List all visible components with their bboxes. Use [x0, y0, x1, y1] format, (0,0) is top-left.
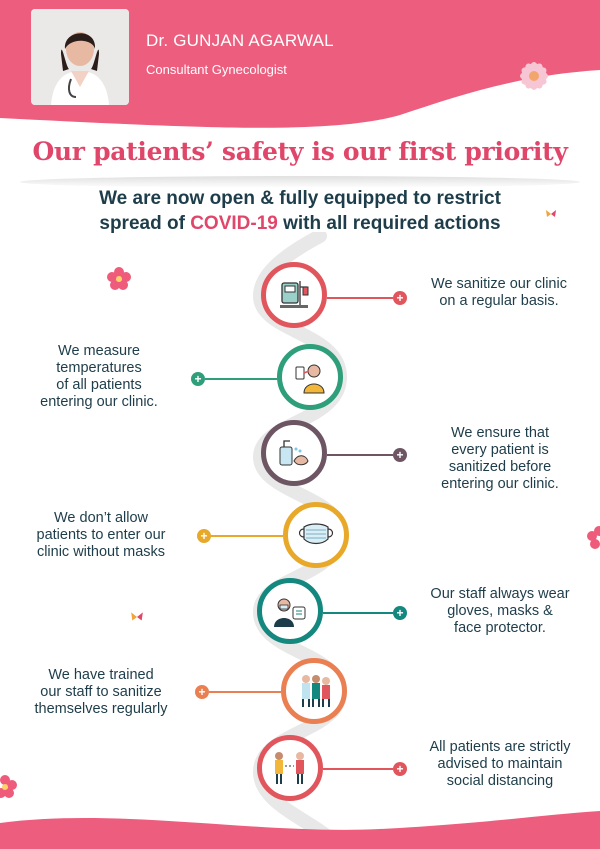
connector-line [327, 454, 393, 456]
doctor-name: Dr. GUNJAN AGARWAL [146, 31, 334, 50]
plus-icon: + [191, 372, 205, 386]
subheading-line1: We are now open & fully equipped to restrict [99, 188, 501, 209]
flower-icon [508, 50, 560, 102]
subheading-line2-suffix: with all required actions [277, 213, 501, 234]
connector-line [205, 378, 277, 380]
plus-icon: + [393, 448, 407, 462]
connector-line [209, 691, 281, 693]
butterfly-icon [130, 610, 144, 624]
plus-icon: + [197, 529, 211, 543]
clinic-equipment-icon [261, 262, 327, 328]
staff-protection-icon [257, 578, 323, 644]
plus-icon: + [393, 762, 407, 776]
butterfly-icon [545, 208, 557, 220]
item-5-text: Our staff always wear gloves, masks & face protector. [430, 586, 570, 636]
item-6-text: We have trained our staff to sanitize themselves regularly [34, 667, 168, 717]
thermometer-patient-icon [277, 344, 343, 410]
trained-staff-icon [281, 658, 347, 724]
doctor-title: Consultant Gynecologist [146, 62, 287, 77]
subheading-line2-prefix: spread of [99, 213, 191, 234]
item-2-text: We measure temperatures of all patients entering our clinic. [40, 343, 158, 410]
connector-line [323, 768, 393, 770]
hand-sanitizer-icon [261, 420, 327, 486]
doctor-portrait-icon [31, 9, 129, 105]
item-7-text: All patients are strictly advised to maintain social distancing [429, 739, 571, 789]
page-headline: Our patients’ safety is our first priority [32, 137, 568, 166]
item-3-text: We ensure that every patient is sanitized before entering our clinic. [441, 425, 559, 492]
item-1-text: We sanitize our clinic on a regular basis. [431, 276, 567, 309]
flower-icon [0, 773, 18, 801]
plus-icon: + [195, 685, 209, 699]
item-4-text: We don’t allow patients to enter our clinic without masks [36, 510, 166, 560]
face-mask-icon [283, 502, 349, 568]
flower-icon [106, 266, 132, 292]
footer-wave [0, 805, 600, 849]
flower-icon [586, 525, 600, 551]
subheading [60, 186, 540, 236]
connector-line [327, 297, 393, 299]
connector-line [323, 612, 393, 614]
social-distancing-icon [257, 735, 323, 801]
plus-icon: + [393, 291, 407, 305]
plus-icon: + [393, 606, 407, 620]
covid-highlight: COVID-19 [190, 213, 278, 234]
connector-line [211, 535, 283, 537]
doctor-photo [31, 9, 129, 105]
